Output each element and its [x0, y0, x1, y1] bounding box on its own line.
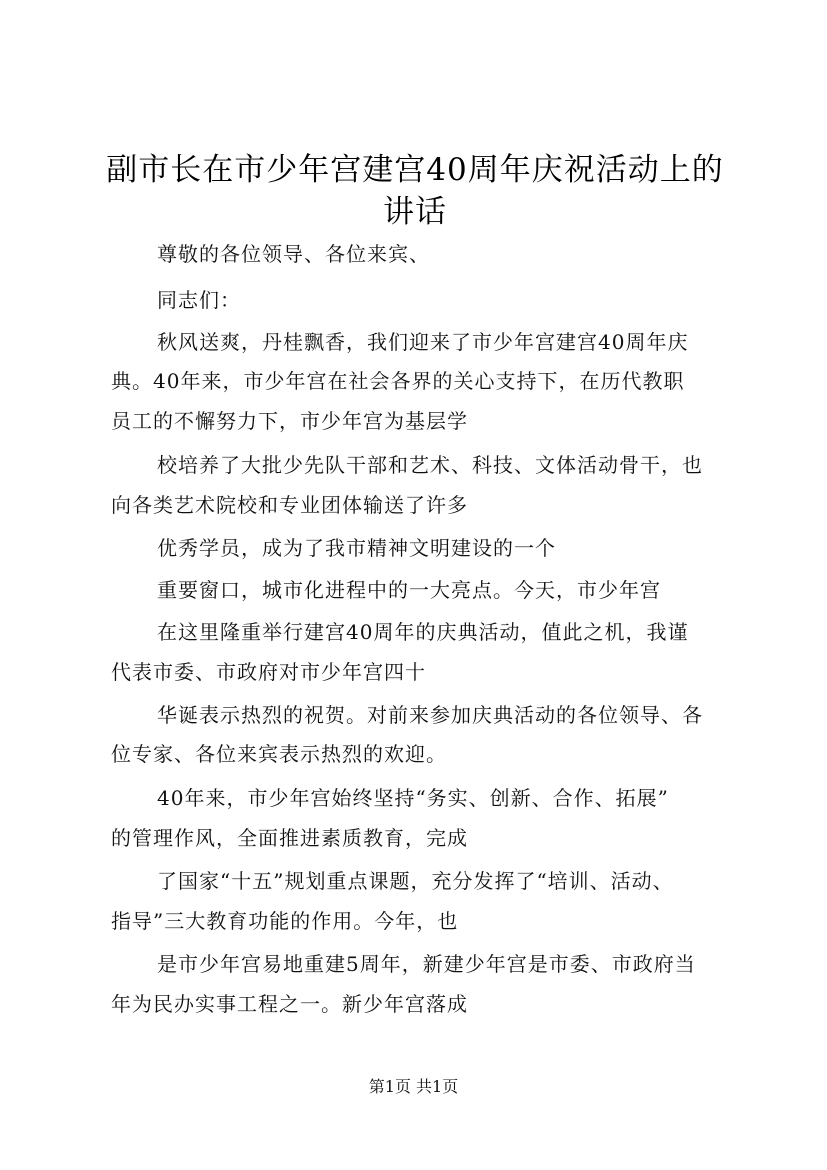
document-title-line-1: 副市长在市少年宫建宫40周年庆祝活动上的 — [106, 152, 724, 188]
document-title-line-2: 讲话 — [383, 194, 447, 230]
paragraph-line: 40年来，市少年宫始终坚持“务实、创新、合作、拓展” — [157, 786, 669, 810]
page-footer: 第1页 共1页 — [368, 1077, 459, 1096]
salutation-line: 尊敬的各位领导、各位来宾、 — [157, 242, 430, 266]
paragraph-line: 代表市委、市政府对市少年宫四十 — [111, 660, 426, 684]
paragraph-line: 校培养了大批少先队干部和艺术、科技、文体活动骨干，也 — [157, 453, 703, 477]
paragraph-line: 位专家、各位来宾表示热烈的欢迎。 — [111, 742, 447, 766]
paragraph-line: 向各类艺术院校和专业团体输送了许多 — [111, 493, 468, 517]
paragraph-line: 员工的不懈努力下，市少年宫为基层学 — [111, 409, 468, 433]
paragraph-line: 是市少年宫易地重建5周年，新建少年宫是市委、市政府当 — [157, 952, 696, 976]
paragraph-line: 重要窗口，城市化进程中的一大亮点。今天，市少年宫 — [157, 578, 661, 602]
paragraph-line: 的管理作风，全面推进素质教育，完成 — [111, 826, 468, 850]
paragraph-line: 指导”三大教育功能的作用。今年，也 — [111, 909, 459, 933]
paragraph-line: 华诞表示热烈的祝贺。对前来参加庆典活动的各位领导、各 — [157, 703, 703, 727]
paragraph-line: 典。40年来，市少年宫在社会各界的关心支持下，在历代教职 — [111, 369, 685, 393]
paragraph-line: 年为民办实事工程之一。新少年宫落成 — [111, 992, 468, 1016]
salutation-line: 同志们： — [157, 288, 241, 312]
paragraph-line: 优秀学员，成为了我市精神文明建设的一个 — [157, 536, 556, 560]
paragraph-line: 在这里隆重举行建宫40周年的庆典活动，值此之机，我谨 — [157, 620, 689, 644]
paragraph-line: 秋风送爽，丹桂飘香，我们迎来了市少年宫建宫40周年庆 — [157, 330, 689, 354]
paragraph-line: 了国家“十五”规划重点课题，充分发挥了“培训、活动、 — [157, 869, 674, 893]
